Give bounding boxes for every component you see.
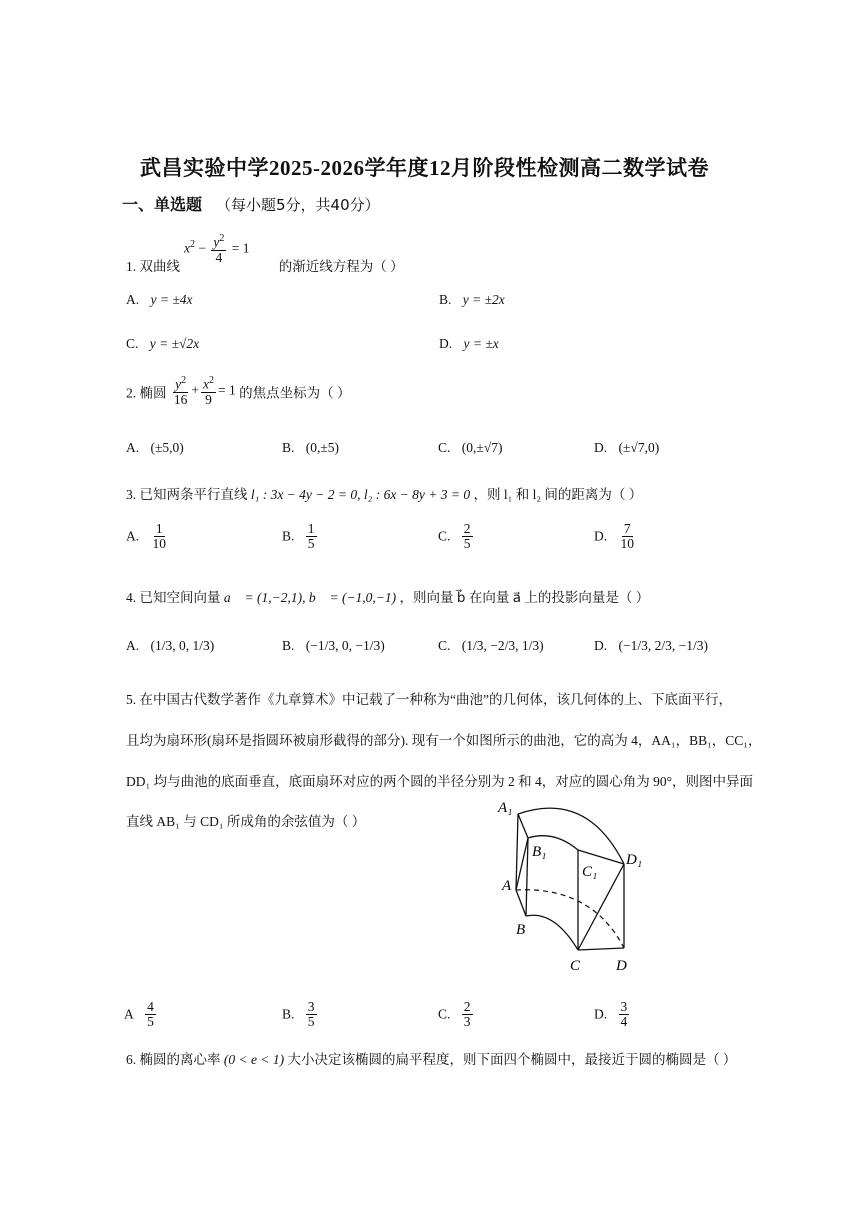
question-5-line-1: 5. 在中国古代数学著作《九章算术》中记载了一种称为“曲池”的几何体，该几何体的上、下底面平行， [126,692,732,707]
curved-pool-figure [492,790,652,980]
edge-a-b [516,890,526,916]
question-3-stem: 3. 已知两条平行直线 l₁ : 3x − 4y − 2 = 0, l₂ : 6x − 8y + 3 = 0 ，则 l₁ 和 l₂ 间的距离为（ ） [126,487,643,502]
q2-option-c-math: (0,±√7) [461,440,503,455]
q4-option-c[interactable]: C. (1/3, −2/3, 1/3) [438,638,544,653]
q4-option-a-math: (1/3, 0, 1/3) [150,638,215,653]
edge-b-b1 [526,838,528,916]
q1-option-d[interactable]: D. y = ±x [439,336,499,351]
q5-option-a[interactable]: A $\frac{4}{5}$ [124,999,154,1030]
q3-option-d[interactable]: D. $\frac{7}{10}$ [594,521,634,552]
label-c1: C₁ [582,864,598,880]
question-1-stem [126,255,404,275]
exam-title: 武昌实验中学2025-2026学年度12月阶段性检测高二数学试卷 [140,156,709,180]
q1-option-a-math: y = ±4x [150,292,193,307]
q5-option-c[interactable]: C. $\frac{2}{3}$ [438,999,471,1030]
label-b: B [516,922,526,938]
q5-option-b[interactable]: B. $\frac{3}{5}$ [282,999,315,1030]
question-2-prefix: 2. 椭圆 [126,385,167,401]
q2-option-b-math: (0,±5) [305,440,340,455]
question-4-stem: 4. 已知空间向量 a⃗ = (1,−2,1), b⃗ = (−1,0,−1) ，则向量 b⃗ 在向量 a⃗ 上的投影向量是（ ） [126,590,650,605]
question-1-prefix: 1. 双曲线 [126,259,180,274]
q3-option-b[interactable]: B. $\frac{1}{5}$ [282,521,315,552]
hidden-outer-bottom-arc [516,890,624,948]
q1-option-b[interactable]: B. y = ±2x [439,292,505,307]
inner-bottom-arc [526,915,578,950]
q2-option-c[interactable]: C. (0,±√7) [438,440,503,455]
label-d1: D₁ [626,852,643,868]
question-6-math: (0 < e < 1) [223,1052,285,1067]
label-c: C [570,958,581,974]
q4-option-a[interactable]: A. (1/3, 0, 1/3) [126,638,215,653]
section-header [122,192,380,215]
label-b1: B₁ [532,844,547,860]
section-label: 一、单选题 [122,195,203,214]
section-note: （每小题5分，共40分） [216,196,380,214]
q2-option-a[interactable]: A. (±5,0) [126,440,184,455]
q3-option-a[interactable]: A. $\frac{1}{10}$ [126,521,166,552]
q4-option-c-math: (1/3, −2/3, 1/3) [461,638,544,653]
question-6-stem: 6. 椭圆的离心率 (0 < e < 1) 大小决定该椭圆的扁平程度，则下面四个椭圆中，最接近于圆的椭圆是（ ） [126,1052,737,1067]
edge-c-d [578,948,624,950]
q2-option-d[interactable]: D. (±√7,0) [594,440,660,455]
q1-option-c-math: y = ±√2x [149,336,200,351]
q1-option-c[interactable]: C. y = ±√2x [126,336,200,351]
question-5-line-3: DD₁ 均与曲池的底面垂直，底面扇环对应的两个圆的半径分别为 2 和 4，对应的圆心角为 90°，则图中异面 [126,774,753,789]
q1-option-d-math: y = ±x [463,336,499,351]
q5-option-d[interactable]: D. $\frac{3}{4}$ [594,999,628,1030]
q4-option-d[interactable]: D. (−1/3, 2/3, −1/3) [594,638,708,653]
question-3-math: l₁ : 3x − 4y − 2 = 0, l₂ : 6x − 8y + 3 = 0 [250,487,471,502]
q4-option-b[interactable]: B. (−1/3, 0, −1/3) [282,638,385,653]
question-2-suffix: 的焦点坐标为（ ） [239,385,351,401]
question-1-equation: $x^2$ − $\frac{y^2}{4}$ = 1 [184,233,250,265]
q1-option-b-math: y = ±2x [462,292,505,307]
label-a1: A₁ [498,800,513,816]
q3-option-c[interactable]: C. $\frac{2}{5}$ [438,521,471,552]
edge-a1-b1 [518,814,528,838]
q1-option-a[interactable]: A. y = ±4x [126,292,193,307]
q4-option-d-math: (−1/3, 2/3, −1/3) [618,638,708,653]
q4-option-b-math: (−1/3, 0, −1/3) [305,638,385,653]
q2-option-d-math: (±√7,0) [618,440,660,455]
edge-a-a1 [516,814,518,890]
question-5-line-4: 直线 AB₁ 与 CD₁ 所成角的余弦值为（ ） [126,814,366,829]
q2-option-b[interactable]: B. (0,±5) [282,440,340,455]
question-1-suffix: 的渐近线方程为（ ） [278,259,404,274]
question-2-stem: 2. 椭圆 $\frac{y^2}{16}$ + $\frac{x^2}{9}$ = 1 的焦点坐标为（ ） [126,375,351,407]
label-a: A [502,878,512,894]
question-5-line-2: 且均为扇环形(扇环是指圆环被扇形截得的部分). 现有一个如图所示的曲池，它的高为 4，AA₁，BB₁，CC₁， [126,733,762,748]
q2-option-a-math: (±5,0) [150,440,184,455]
label-d: D [616,958,627,974]
question-4-math: a⃗ = (1,−2,1), b⃗ = (−1,0,−1) [223,590,397,605]
